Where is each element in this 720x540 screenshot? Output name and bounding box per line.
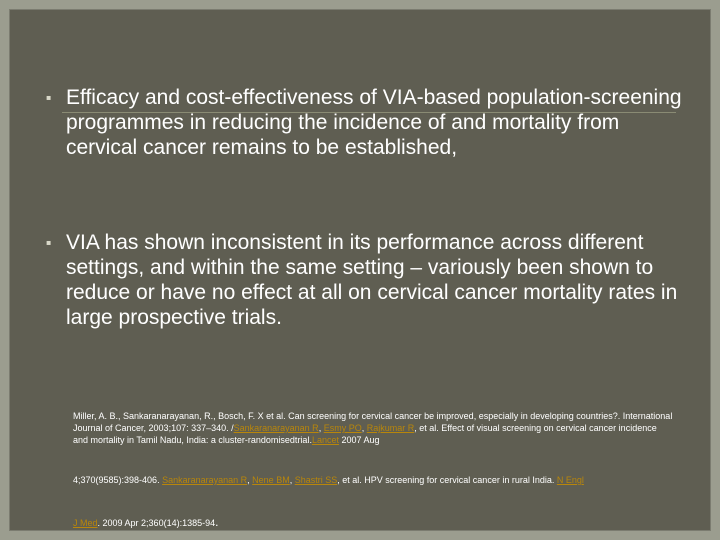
separator: , (318, 423, 324, 433)
reference-text: Miller, A. B., Sankaranarayanan, R., Bosch, F. X et al. Can screening for cervical cancer be improved, especially in developing countries?. International Journal of Cancer, 2003;107: 337–340. / (73, 411, 673, 433)
end-dot: . (215, 515, 219, 529)
author-link[interactable]: Esmy PO (323, 423, 362, 433)
author-link[interactable]: Nene BM (252, 475, 290, 485)
reference-text: . 2009 Apr 2;360(14):1385-94 (97, 518, 216, 528)
journal-link[interactable]: N Engl (556, 475, 584, 485)
reference-text: 4;370(9585):398-406. (73, 475, 160, 485)
author-link[interactable]: Shastri SS (294, 475, 338, 485)
bullet-text-2: VIA has shown inconsistent in its performance across different settings, and within the same setting – variously been shown to reduce or have no effect at all on cervical cancer mortality rates in large prospective trials. (66, 231, 678, 329)
bullet-marker-1: ▪ (46, 93, 52, 102)
bullet-marker-2: ▪ (46, 238, 52, 247)
reference-text: , et al. Effect of visual screening on cervical cancer incidence and mortality in Tamil Nadu, India: a cluster-randomisedtrial. (73, 423, 657, 445)
separator: , (289, 475, 295, 485)
reference-text: 2007 Aug (338, 435, 380, 445)
journal-link[interactable]: Lancet (311, 435, 339, 445)
reference-block-1 (73, 410, 673, 446)
author-link[interactable]: Sankaranarayanan R (233, 423, 319, 433)
separator: , (361, 423, 367, 433)
reference-text: , et al. HPV screening for cervical cancer in rural India. (337, 475, 555, 485)
author-link[interactable]: Sankaranarayanan R (162, 475, 248, 485)
author-link[interactable]: Rajkumar R (366, 423, 415, 433)
reference-block-2 (73, 474, 673, 486)
journal-link[interactable]: J Med (73, 518, 98, 528)
reference-block-3 (73, 516, 673, 529)
separator: , (247, 475, 253, 485)
bullet-text-1: Efficacy and cost-effectiveness of VIA-based population-screening programmes in reducing the incidence of and mortality from cervical cancer remains to be established, (66, 86, 682, 159)
